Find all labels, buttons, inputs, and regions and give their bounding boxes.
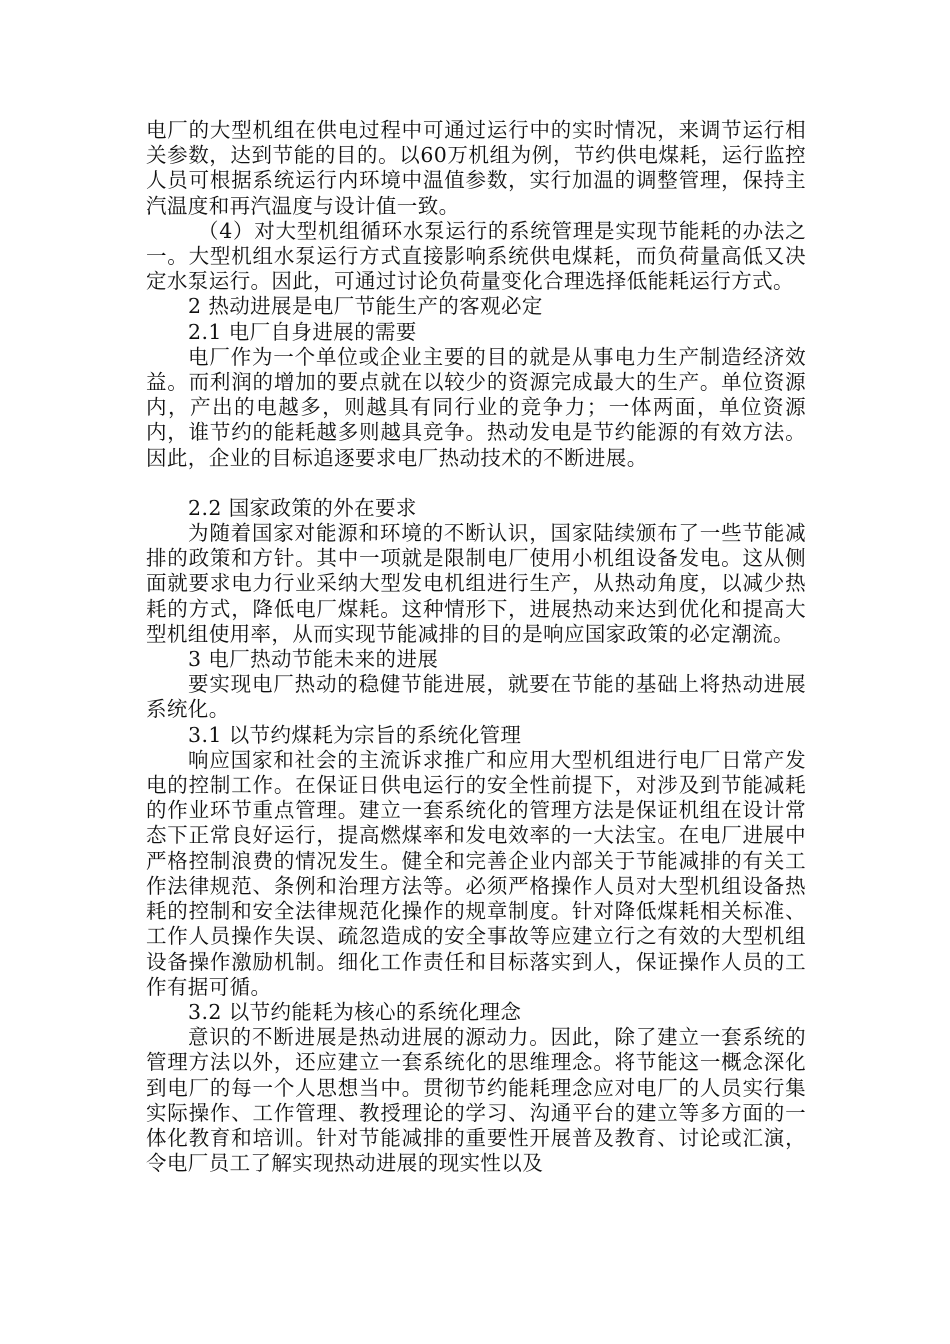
paragraph-systematization: 要实现电厂热动的稳健节能进展，就要在节能的基础上将热动进展系统化。: [146, 672, 806, 722]
section-heading-3: 3 电厂热动节能未来的进展: [188, 647, 439, 672]
paragraph-unit-operation: 电厂的大型机组在供电过程中可通过运行中的实时情况，来调节运行相关参数，达到节能的目的。以60万机组为例，节约供电煤耗，运行监控人员可根据系统运行内环境中温值参数，实行加温的调整管理，保持主汽温度和再汽温度与设计值一致。: [146, 118, 806, 218]
paragraph-plant-development: 电厂作为一个单位或企业主要的目的就是从事电力生产制造经济效益。而利润的增加的要点就在以较少的资源完成最大的生产。单位资源内，产出的电越多，则越具有同行业的竞争力；一体两面，单位资源内，谁节约的能耗越多则越具竞争。热动发电是节约能源的有效方法。因此，企业的目标追逐要求电厂热动技术的不断进展。: [146, 344, 806, 470]
subsection-heading-3-1: 3.1 以节约煤耗为宗旨的系统化管理: [188, 722, 522, 747]
paragraph-national-policy: 为随着国家对能源和环境的不断认识，国家陆续颁布了一些节能减排的政策和方针。其中一项就是限制电厂使用小机组设备发电。这从侧面就要求电力行业采纳大型发电机组进行生产，从热动角度，以减少热耗的方式，降低电厂煤耗。这种情形下，进展热动来达到优化和提高大型机组使用率，从而实现节能减排的目的是响应国家政策的必定潮流。: [146, 521, 806, 646]
paragraph-system-concept: 意识的不断进展是热动进展的源动力。因此，除了建立一套系统的管理方法以外，还应建立一套系统化的思维理念。将节能这一概念深化到电厂的每一个人思想当中。贯彻节约能耗理念应对电厂的人员实行集实际操作、工作管理、教授理论的学习、沟通平台的建立等多方面的一体化教育和培训。针对节能减排的重要性开展普及教育、讨论或汇演，令电厂员工了解实现热动进展的现实性以及: [146, 1025, 806, 1176]
subsection-heading-2-2: 2.2 国家政策的外在要求: [188, 495, 417, 520]
paragraph-circulating-pump: （4）对大型机组循环水泵运行的系统管理是实现节能耗的办法之一。大型机组水泵运行方式直接影响系统供电煤耗，而负荷量高低又决定水泵运行。因此，可通过讨论负荷量变化合理选择低能耗运行方式。: [146, 218, 806, 294]
section-heading-2: 2 热动进展是电厂节能生产的客观必定: [188, 294, 543, 319]
subsection-heading-3-2: 3.2 以节约能耗为核心的系统化理念: [188, 999, 522, 1024]
paragraph-system-management: 响应国家和社会的主流诉求推广和应用大型机组进行电厂日常产发电的控制工作。在保证日供电运行的安全性前提下，对涉及到节能减耗的作业环节重点管理。建立一套系统化的管理方法是保证机组在设计常态下正常良好运行，提高燃煤率和发电效率的一大法宝。在电厂进展中严格控制浪费的情况发生。健全和完善企业内部关于节能减排的有关工作法律规范、条例和治理方法等。必须严格操作人员对大型机组设备热耗的控制和安全法律规范化操作的规章制度。针对降低煤耗相关标准、工作人员操作失误、疏忽造成的安全事故等应建立行之有效的大型机组设备操作激励机制。细化工作责任和目标落实到人，保证操作人员的工作有据可循。: [146, 747, 806, 999]
document-page: [146, 118, 806, 1176]
subsection-heading-2-1: 2.1 电厂自身进展的需要: [188, 319, 417, 344]
